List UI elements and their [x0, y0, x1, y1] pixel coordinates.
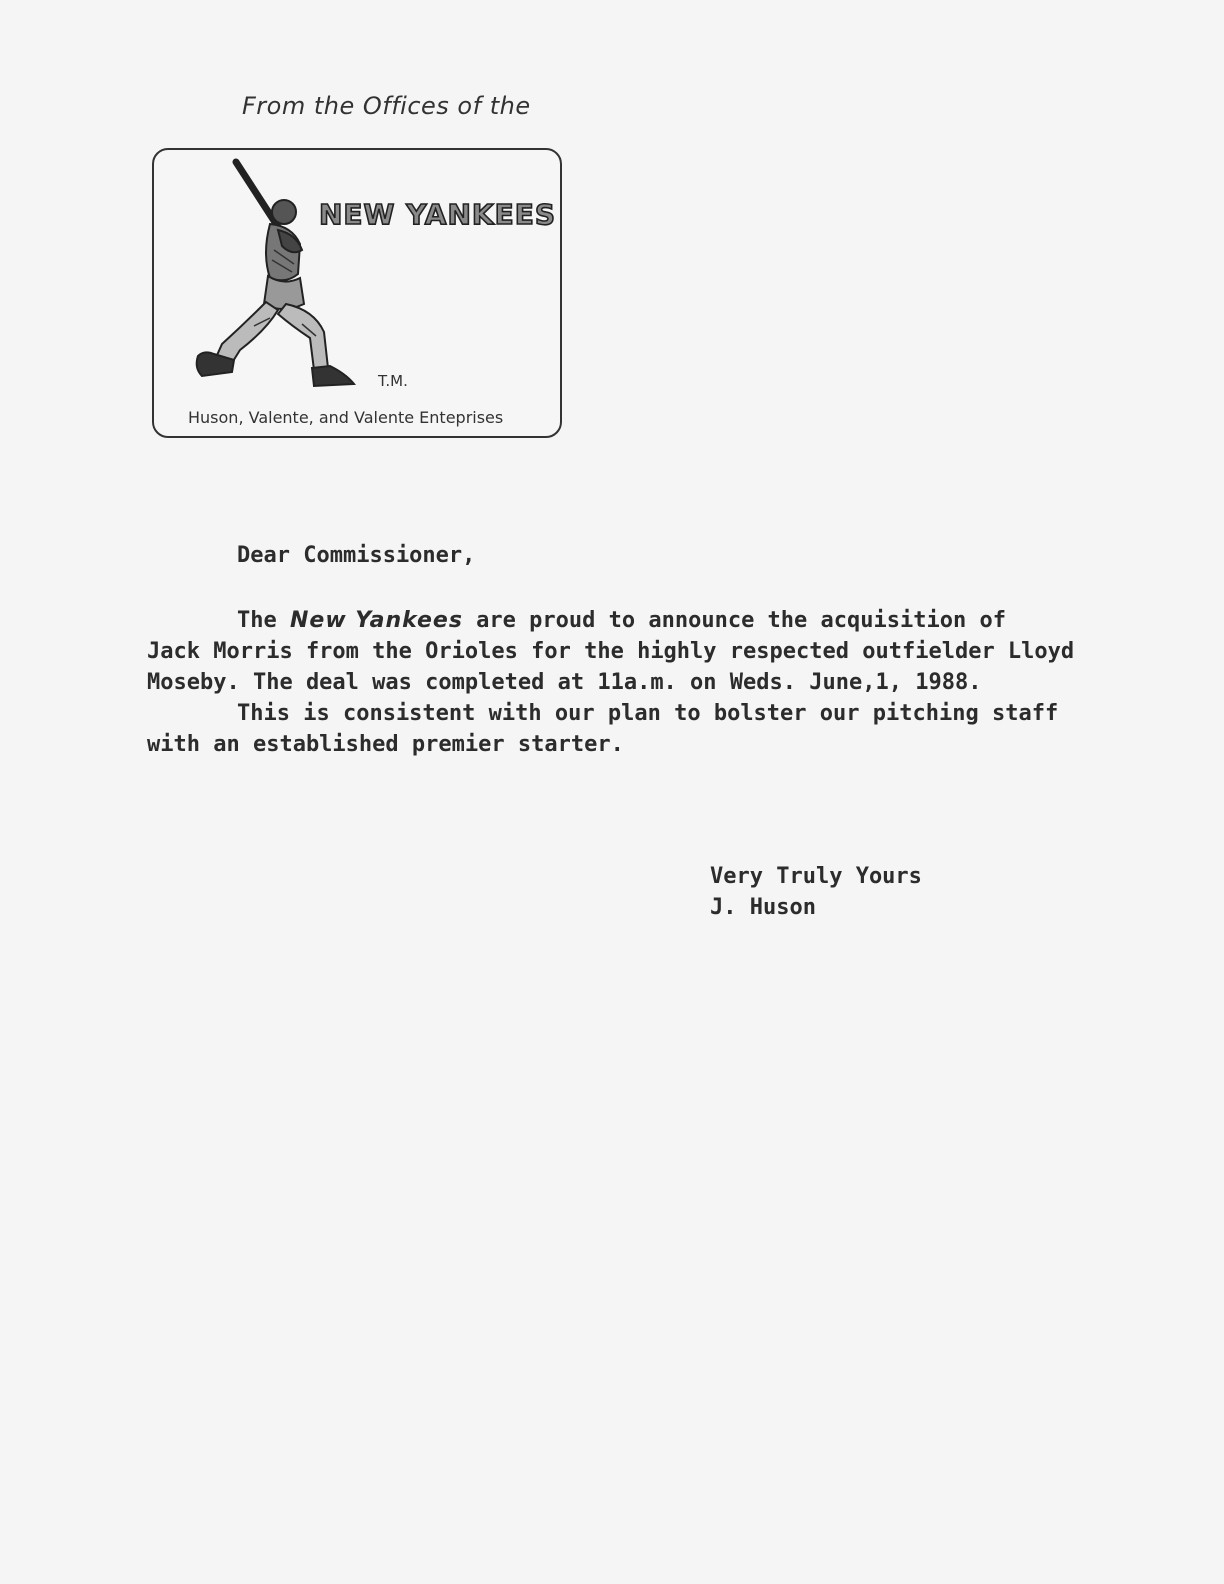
body-line-1-start: The [237, 608, 290, 633]
baseball-batter-icon [174, 154, 364, 394]
letter-body [147, 605, 1075, 760]
body-line-4-text: This is consistent with our plan to bolster our pitching staff [237, 701, 1059, 726]
letterhead-from-line: From the Offices of the [242, 92, 531, 120]
letter-salutation: Dear Commissioner, [237, 543, 476, 568]
body-line-1 [147, 605, 1027, 636]
closing-phrase: Very Truly Yours [710, 864, 922, 889]
body-line-2: Jack Morris from the Orioles for the highly respected outfielder Lloyd [147, 639, 1075, 664]
body-line-4 [147, 698, 1059, 729]
body-line-3: Moseby. The deal was completed at 11a.m. on Weds. June,1, 1988. [147, 670, 982, 695]
body-line-1-end: are proud to announce the acquisition of [462, 608, 1006, 633]
team-name-emphasis: New Yankees [289, 608, 463, 633]
body-line-5: with an established premier starter. [147, 732, 624, 757]
logo-title: NEW YANKEES [319, 198, 557, 231]
logo-trademark: T.M. [378, 372, 408, 390]
letter-closing [710, 861, 922, 923]
team-logo [152, 148, 562, 438]
signature-name: J. Huson [710, 895, 816, 920]
logo-company-name: Huson, Valente, and Valente Enteprises [188, 408, 504, 427]
